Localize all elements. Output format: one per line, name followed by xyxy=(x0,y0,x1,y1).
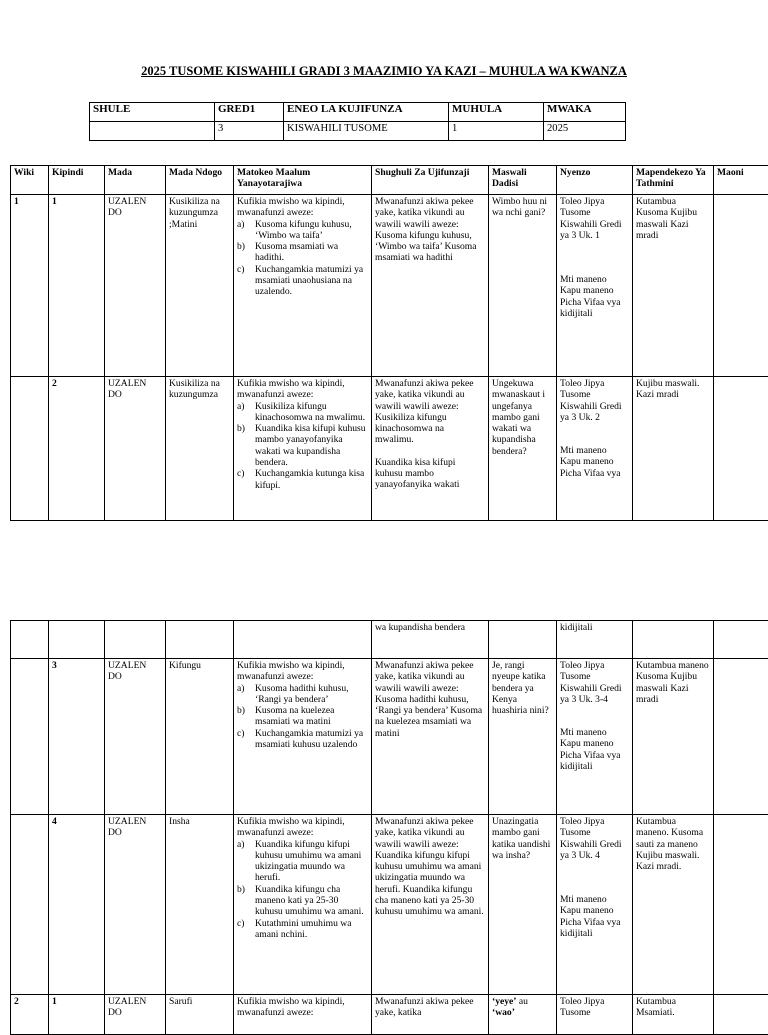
nyenzo-book: Toleo Jipya Tusome Kiswahili Gredi ya 3 Uk. 3-4 xyxy=(560,660,622,705)
cell-tathmini: Kutambua maneno Kusoma Kujibu maswali Kazi mradi xyxy=(633,659,714,815)
cell-shughuli: Mwanafunzi akiwa pekee yake, katika xyxy=(372,995,489,1035)
nyenzo-materials: Mti maneno Kapu maneno Picha Vifaa vya kidijitali xyxy=(560,274,621,319)
cell-maoni xyxy=(714,815,768,995)
cell-maoni xyxy=(714,377,768,521)
header-mada: Mada xyxy=(105,166,166,195)
cell-mada: UZALEN DO xyxy=(105,659,166,815)
cell-maswali: Wimbo huu ni wa nchi gani? xyxy=(489,195,557,377)
list-item: a) Kusoma hadithi kuhusu, ‘Rangi ya bendera’ xyxy=(237,683,368,706)
info-header-shule: SHULE xyxy=(90,103,215,122)
cell-maswali: Je, rangi nyeupe katika bendera ya Kenya huashiria nini? xyxy=(489,659,557,815)
nyenzo-book: Toleo Jipya Tusome Kiswahili Gredi ya 3 Uk. 1 xyxy=(560,196,622,241)
list-item: c) Kuchangamkia matumizi ya msamiati kuhusu uzalendo xyxy=(237,728,368,751)
cell-shughuli: Mwanafunzi akiwa pekee yake, katika vikundi au wawili wawili aweze: Kusoma hadithi kuhusu, ‘Rangi ya bendera’ Kusoma na kuelezea msamiati wa matini xyxy=(372,659,489,815)
cell-nyenzo xyxy=(557,195,633,377)
cell-tathmini: Kutambua maneno. Kusoma sauti za maneno Kujibu maswali. Kazi mradi. xyxy=(633,815,714,995)
cell-kipindi: 1 xyxy=(49,995,105,1035)
cell-mada: UZALEN DO xyxy=(105,195,166,377)
info-header-eneo: ENEO LA KUJIFUNZA xyxy=(284,103,449,122)
header-mada-ndogo: Mada Ndogo xyxy=(166,166,234,195)
header-shughuli: Shughuli Za Ujifunzaji xyxy=(372,166,489,195)
school-info-table xyxy=(89,102,626,141)
nyenzo-materials: Mti maneno Kapu maneno Picha Vifaa vya xyxy=(560,445,621,479)
cell-maswali: Ungekuwa mwanaskaut i ungefanya mambo gani wakati wa kupandisha bendera? xyxy=(489,377,557,521)
table-row xyxy=(11,377,768,521)
cell-shughuli: wa kupandisha bendera xyxy=(372,621,489,659)
cell-wiki xyxy=(11,659,49,815)
cell-shughuli: Mwanafunzi akiwa pekee yake, katika vikundi au wawili wawili aweze: Kuandika kifungu kifupi kuhusu umuhimu wa amani ukizingatia muundo wa herufi. Kuandika kifungu cha maneno kati ya 25-30 kuhusu umuhimu wa amani. xyxy=(372,815,489,995)
cell-shughuli xyxy=(372,377,489,521)
cell-kipindi: 1 xyxy=(49,195,105,377)
matokeo-list xyxy=(237,401,368,491)
cell-maoni xyxy=(714,659,768,815)
list-item: b) Kuandika kisa kifupi kuhusu mambo yanayofanyika wakati wa kupandisha bendera. xyxy=(237,423,368,468)
cell-mada: UZALEN DO xyxy=(105,815,166,995)
info-header-mwaka: MWAKA xyxy=(544,103,626,122)
cell-mada-ndogo: Kusikiliza na kuzungumza ;Matini xyxy=(166,195,234,377)
list-item: c) Kuchangamkia kutunga kisa kifupi. xyxy=(237,468,368,491)
matokeo-list xyxy=(237,683,368,751)
header-matokeo: Matokeo Maalum Yanayotarajiwa xyxy=(234,166,372,195)
scheme-table-page-2 xyxy=(10,620,768,1035)
cell-wiki: 2 xyxy=(11,995,49,1035)
cell-matokeo xyxy=(234,659,372,815)
cell-kipindi: 4 xyxy=(49,815,105,995)
nyenzo-materials: Mti maneno Kapu maneno Picha Vifaa vya kidijitali xyxy=(560,727,621,772)
cell-mada: UZALEN DO xyxy=(105,377,166,521)
list-item: b) Kusoma na kuelezea msamiati wa matini xyxy=(237,705,368,728)
info-value-eneo: KISWAHILI TUSOME xyxy=(284,122,449,141)
matokeo-intro: Kufikia mwisho wa kipindi, mwanafunzi aweze: xyxy=(237,816,368,839)
cell-mada-ndogo: Insha xyxy=(166,815,234,995)
list-item: c) Kuchangamkia matumizi ya msamiati unaohusiana na uzalendo. xyxy=(237,264,368,298)
cell-matokeo xyxy=(234,195,372,377)
cell-wiki xyxy=(11,815,49,995)
nyenzo-book: Toleo Jipya Tusome Kiswahili Gredi ya 3 Uk. 4 xyxy=(560,816,622,861)
table-row xyxy=(11,995,768,1035)
list-item: a) Kusikiliza kifungu kinachosomwa na mwalimu. xyxy=(237,401,368,424)
matokeo-intro: Kufikia mwisho wa kipindi, mwanafunzi aweze: xyxy=(237,660,368,683)
cell-maoni xyxy=(714,195,768,377)
info-header-gredi: GRED1 xyxy=(215,103,284,122)
cell-wiki xyxy=(11,377,49,521)
cell-tathmini: Kutambua Msamiati. xyxy=(633,995,714,1035)
shughuli-part-1: Mwanafunzi akiwa pekee yake, katika vikundi au wawili wawili aweze: Kusikiliza kifungu kinachosomwa na mwalimu. xyxy=(375,378,474,445)
cell-mada-ndogo: Kusikiliza na kuzungumza xyxy=(166,377,234,521)
nyenzo-materials: Mti maneno Kapu maneno Picha Vifaa vya kidijitali xyxy=(560,894,621,939)
list-item: b) Kuandika kifungu cha maneno kati ya 25-30 kuhusu umuhimu wa amani. xyxy=(237,884,368,918)
info-value-shule xyxy=(90,122,215,141)
scheme-table-page-1 xyxy=(10,165,768,521)
cell-nyenzo: kidijitali xyxy=(557,621,633,659)
cell-mada: UZALEN DO xyxy=(105,995,166,1035)
cell-tathmini: Kutambua Kusoma Kujibu maswali Kazi mradi xyxy=(633,195,714,377)
list-item: b) Kusoma msamiati wa hadithi. xyxy=(237,241,368,264)
header-kipindi: Kipindi xyxy=(49,166,105,195)
cell-tathmini: Kujibu maswali. Kazi mradi xyxy=(633,377,714,521)
header-maswali: Maswali Dadisi xyxy=(489,166,557,195)
cell-mada-ndogo: Sarufi xyxy=(166,995,234,1035)
cell-shughuli: Mwanafunzi akiwa pekee yake, katika vikundi au wawili wawili aweze: Kusoma kifungu kuhusu, ‘Wimbo wa taifa’ Kusoma msamiati wa hadithi xyxy=(372,195,489,377)
header-nyenzo: Nyenzo xyxy=(557,166,633,195)
table-row xyxy=(11,195,768,377)
cell-matokeo: Kufikia mwisho wa kipindi, mwanafunzi aweze: xyxy=(234,995,372,1035)
list-item: c) Kutathmini umuhimu wa amani nchini. xyxy=(237,918,368,941)
table-row xyxy=(11,659,768,815)
header-wiki: Wiki xyxy=(11,166,49,195)
document-title: 2025 TUSOME KISWAHILI GRADI 3 MAAZIMIO YA KAZI – MUHULA WA KWANZA xyxy=(0,64,768,79)
cell-maswali: Unazingatia mambo gani katika uandishi wa insha? xyxy=(489,815,557,995)
cell-matokeo xyxy=(234,815,372,995)
header-maoni: Maoni xyxy=(714,166,768,195)
matokeo-intro: Kufikia mwisho wa kipindi, mwanafunzi aweze: xyxy=(237,196,368,219)
matokeo-intro: Kufikia mwisho wa kipindi, mwanafunzi aweze: xyxy=(237,378,368,401)
cell-nyenzo: Toleo Jipya Tusome xyxy=(557,995,633,1035)
header-tathmini: Mapendekezo Ya Tathmini xyxy=(633,166,714,195)
cell-nyenzo xyxy=(557,377,633,521)
list-item: a) Kusoma kifungu kuhusu, ‘Wimbo wa taifa’ xyxy=(237,219,368,242)
nyenzo-book: Toleo Jipya Tusome Kiswahili Gredi ya 3 Uk. 2 xyxy=(560,378,622,423)
table-row xyxy=(11,815,768,995)
list-item: a) Kuandika kifungu kifupi kuhusu umuhimu wa amani ukizingatia muundo wa herufi. xyxy=(237,839,368,884)
table-row xyxy=(11,621,768,659)
cell-kipindi: 3 xyxy=(49,659,105,815)
cell-kipindi: 2 xyxy=(49,377,105,521)
info-value-gredi: 3 xyxy=(215,122,284,141)
info-header-muhula: MUHULA xyxy=(449,103,544,122)
info-value-muhula: 1 xyxy=(449,122,544,141)
cell-maoni xyxy=(714,995,768,1035)
cell-wiki: 1 xyxy=(11,195,49,377)
cell-mada-ndogo: Kifungu xyxy=(166,659,234,815)
cell-maswali: ‘yeye’ au ‘wao’ xyxy=(489,995,557,1035)
matokeo-list xyxy=(237,219,368,298)
shughuli-part-2: Kuandika kisa kifupi kuhusu mambo yanayofanyika wakati xyxy=(375,457,459,491)
info-value-mwaka: 2025 xyxy=(544,122,626,141)
cell-nyenzo xyxy=(557,815,633,995)
cell-matokeo xyxy=(234,377,372,521)
matokeo-list xyxy=(237,839,368,941)
cell-nyenzo xyxy=(557,659,633,815)
